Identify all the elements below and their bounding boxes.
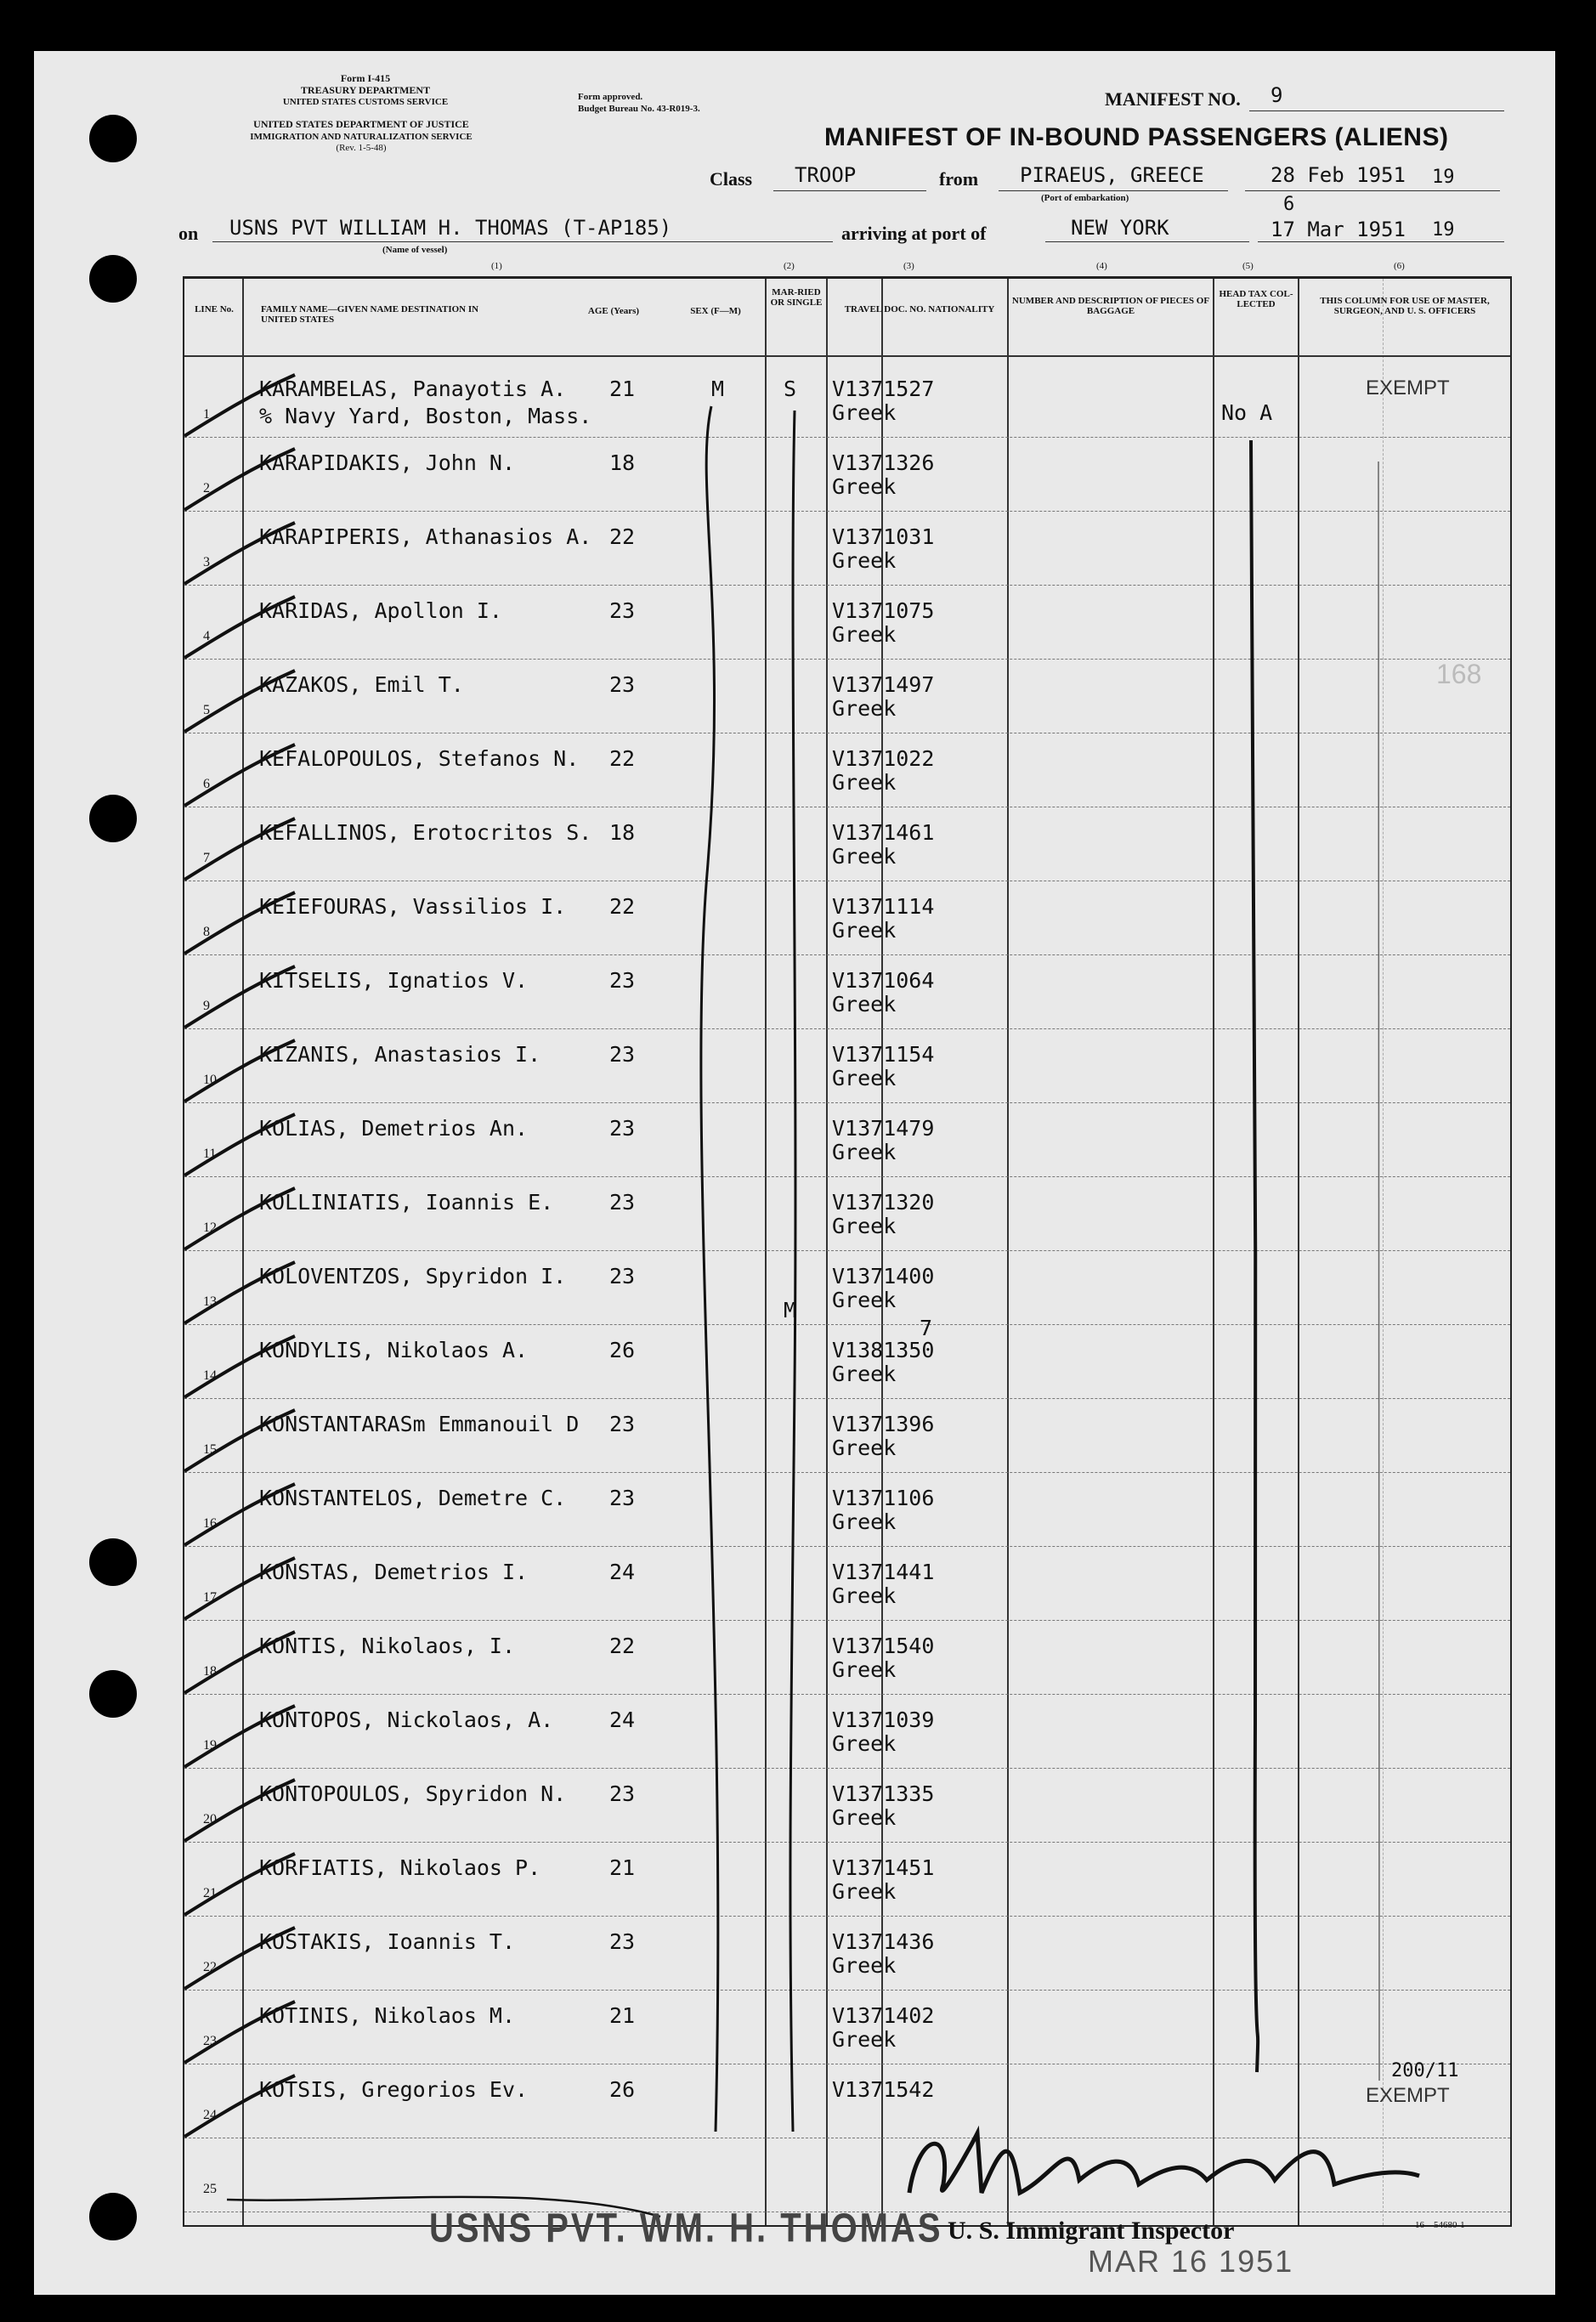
vessel-caption: (Name of vessel)	[382, 245, 448, 255]
travel-doc-number: V1371320	[832, 1190, 935, 1215]
handwritten-marks	[184, 279, 1510, 2225]
nationality: Greek	[832, 1509, 897, 1534]
passenger-name: KONDYLIS, Nikolaos A.	[259, 1338, 529, 1362]
passenger-name: KARAPIDAKIS, John N.	[259, 450, 516, 475]
passenger-name: KOLIAS, Demetrios An.	[259, 1116, 529, 1141]
passenger-name: KITSELIS, Ignatios V.	[259, 968, 529, 993]
line-number: 16	[203, 1516, 217, 1531]
nationality: Greek	[832, 696, 897, 721]
passenger-name: KONTIS, Nikolaos, I.	[259, 1634, 516, 1658]
head-tax: No A	[1221, 400, 1273, 425]
form-id: Form I-415	[340, 72, 391, 84]
passenger-name: KOLLINIATIS, Ioannis E.	[259, 1190, 554, 1215]
line-number: 13	[203, 1294, 217, 1309]
form-approved: Form approved.	[578, 92, 643, 102]
travel-doc-number: V1371540	[832, 1634, 935, 1658]
passenger-age: 23	[609, 1042, 636, 1067]
margin-stamp: 168	[1436, 659, 1482, 689]
passenger-age: 21	[609, 2003, 636, 2028]
passenger-age: 26	[609, 2077, 636, 2102]
manifest-number: 9	[1271, 83, 1283, 107]
passenger-age: 23	[609, 968, 636, 993]
passenger-name: KEFALLINOS, Erotocritos S.	[259, 820, 592, 845]
nationality: Greek	[832, 1583, 897, 1608]
line-number: 10	[203, 1073, 217, 1087]
travel-doc-number: V1371402	[832, 2003, 935, 2028]
passenger-age: 22	[609, 1634, 636, 1658]
passenger-age: 23	[609, 1412, 636, 1436]
col-sex: SEX (F—M)	[690, 306, 741, 316]
passenger-age: 23	[609, 1190, 636, 1215]
officer-note: EXEMPT	[1366, 377, 1450, 399]
ins-label: IMMIGRATION AND NATURALIZATION SERVICE	[250, 132, 473, 142]
doc-correction: 7	[920, 1316, 933, 1340]
line-number: 18	[203, 1664, 217, 1679]
travel-doc-number: V1371154	[832, 1042, 935, 1067]
col-num: (5)	[1242, 261, 1254, 271]
travel-doc-number: V1371451	[832, 1855, 935, 1880]
passenger-name: KONSTAS, Demetrios I.	[259, 1560, 529, 1584]
passenger-age: 23	[609, 672, 636, 697]
nationality: Greek	[832, 474, 897, 499]
travel-doc-number: V1371479	[832, 1116, 935, 1141]
col-head-tax: HEAD TAX COL-LECTED	[1219, 289, 1293, 309]
binder-hole	[89, 795, 137, 842]
line-number: 23	[203, 2034, 217, 2048]
nationality: Greek	[832, 2027, 897, 2052]
travel-doc-number: V1371114	[832, 894, 935, 919]
line-number: 6	[203, 777, 210, 791]
travel-doc-number: V1371441	[832, 1560, 935, 1584]
passenger-name: KARAMBELAS, Panayotis A.	[259, 377, 567, 401]
vessel-name: USNS PVT WILLIAM H. THOMAS (T-AP185)	[229, 216, 672, 240]
arrival-date-correction: 6	[1283, 194, 1295, 215]
line-number: 14	[203, 1368, 217, 1383]
line-number: 2	[203, 481, 210, 496]
inspector-title: U. S. Immigrant Inspector	[948, 2217, 1235, 2245]
manifest-label: MANIFEST NO.	[1105, 88, 1241, 110]
treasury-label: TREASURY DEPARTMENT	[300, 84, 431, 96]
justice-label: UNITED STATES DEPARTMENT OF JUSTICE	[253, 118, 469, 130]
binder-hole	[89, 115, 137, 162]
marital-status: S	[784, 377, 797, 401]
binder-hole	[89, 255, 137, 303]
col-num: (6)	[1394, 261, 1405, 271]
col-line: LINE No.	[195, 304, 234, 314]
travel-doc-number: V1371031	[832, 524, 935, 549]
passenger-sex: M	[711, 377, 725, 401]
travel-doc-number: V1371396	[832, 1412, 935, 1436]
passenger-age: 26	[609, 1338, 636, 1362]
on-label: on	[178, 223, 199, 244]
line-number: 3	[203, 555, 210, 569]
nationality: Greek	[832, 400, 897, 425]
nationality: Greek	[832, 1879, 897, 1904]
nationality: Greek	[832, 918, 897, 943]
travel-doc-number: V1371326	[832, 450, 935, 475]
line-number: 25	[203, 2182, 217, 2196]
passenger-name: KONTOPOULOS, Spyridon N.	[259, 1781, 567, 1806]
from-port: PIRAEUS, GREECE	[1020, 163, 1204, 187]
travel-doc-number: V1371075	[832, 598, 935, 623]
binder-hole	[89, 1670, 137, 1718]
nationality: Greek	[832, 1953, 897, 1978]
line-number: 19	[203, 1738, 217, 1753]
passenger-name: KOTSIS, Gregorios Ev.	[259, 2077, 529, 2102]
passenger-age: 23	[609, 598, 636, 623]
passenger-name: KIZANIS, Anastasios I.	[259, 1042, 541, 1067]
passenger-age: 22	[609, 524, 636, 549]
line-number: 24	[203, 2108, 217, 2122]
passenger-age: 22	[609, 894, 636, 919]
col-travel-doc: TRAVEL DOC. NO. NATIONALITY	[844, 304, 995, 314]
line-number: 20	[203, 1812, 217, 1826]
nationality: Greek	[832, 1140, 897, 1164]
nationality: Greek	[832, 1362, 897, 1386]
line-number: 9	[203, 999, 210, 1013]
passenger-name: KORFIATIS, Nikolaos P.	[259, 1855, 541, 1880]
passenger-age: 18	[609, 450, 636, 475]
col-num: (1)	[491, 261, 502, 271]
line-number: 21	[203, 1886, 217, 1900]
nationality: Greek	[832, 548, 897, 573]
col-num: (2)	[784, 261, 795, 271]
class-label: Class	[710, 168, 753, 190]
travel-doc-number: V1371400	[832, 1264, 935, 1288]
customs-label: UNITED STATES CUSTOMS SERVICE	[282, 97, 449, 107]
travel-doc-number: V1371022	[832, 746, 935, 771]
port-caption: (Port of embarkation)	[1041, 193, 1129, 203]
passenger-name: KEIEFOURAS, Vassilios I.	[259, 894, 567, 919]
nationality: Greek	[832, 1657, 897, 1682]
travel-doc-number: V1371106	[832, 1486, 935, 1510]
passenger-name: KONSTANTARASm Emmanouil D	[259, 1412, 580, 1436]
nationality: Greek	[832, 1214, 897, 1238]
passenger-age: 21	[609, 1855, 636, 1880]
year-suffix: 19	[1432, 167, 1455, 188]
passenger-name: KONTOPOS, Nickolaos, A.	[259, 1708, 554, 1732]
col-baggage: NUMBER AND DESCRIPTION OF PIECES OF BAGGAGE	[1011, 296, 1210, 316]
nationality: Greek	[832, 992, 897, 1017]
arriving-label: arriving at port of	[841, 223, 987, 244]
line-number: 22	[203, 1960, 217, 1974]
passenger-age: 24	[609, 1560, 636, 1584]
nationality: Greek	[832, 1288, 897, 1312]
binder-hole	[89, 1538, 137, 1586]
travel-doc-number: V1371497	[832, 672, 935, 697]
col-married: MAR-RIED OR SINGLE	[770, 287, 823, 308]
arrival-port: NEW YORK	[1071, 216, 1169, 240]
passenger-age: 23	[609, 1264, 636, 1288]
nationality: Greek	[832, 1436, 897, 1460]
from-label: from	[939, 168, 979, 190]
passenger-age: 23	[609, 1929, 636, 1954]
travel-doc-number: V1381350	[832, 1338, 935, 1362]
passenger-name: KAZAKOS, Emil T.	[259, 672, 464, 697]
passenger-name: KEFALOPOULOS, Stefanos N.	[259, 746, 580, 771]
line-number: 12	[203, 1220, 217, 1235]
col-age: AGE (Years)	[587, 306, 640, 316]
passenger-name: KOTINIS, Nikolaos M.	[259, 2003, 516, 2028]
date-stamp: MAR 16 1951	[1088, 2244, 1294, 2279]
class-value: TROOP	[795, 163, 857, 187]
passenger-age: 22	[609, 746, 636, 771]
budget-bureau: Budget Bureau No. 43-R019-3.	[578, 104, 700, 114]
nationality: Greek	[832, 770, 897, 795]
line-number: 11	[203, 1147, 217, 1161]
col-num: (4)	[1096, 261, 1107, 271]
line-number: 7	[203, 851, 210, 865]
travel-doc-number: V1371461	[832, 820, 935, 845]
vessel-stamp: USNS PVT. WM. H. THOMAS	[429, 2206, 943, 2251]
passenger-age: 18	[609, 820, 636, 845]
travel-doc-number: V1371436	[832, 1929, 935, 1954]
passenger-name: KONSTANTELOS, Demetre C.	[259, 1486, 567, 1510]
passenger-name: KOSTAKIS, Ioannis T.	[259, 1929, 516, 1954]
passenger-table	[183, 276, 1512, 2227]
travel-doc-number: V1371542	[832, 2077, 935, 2102]
arrival-date: 17 Mar 1951	[1271, 218, 1406, 241]
nationality: Greek	[832, 1066, 897, 1090]
passenger-name: KARAPIPERIS, Athanasios A.	[259, 524, 592, 549]
col-name: FAMILY NAME—GIVEN NAME DESTINATION IN UNITED STATES	[261, 304, 479, 325]
travel-doc-number: V1371527	[832, 377, 935, 401]
passenger-age: 23	[609, 1781, 636, 1806]
travel-doc-number: V1371039	[832, 1708, 935, 1732]
line-number: 4	[203, 629, 210, 643]
passenger-age: 23	[609, 1116, 636, 1141]
binder-hole	[89, 2193, 137, 2240]
marital-status: M	[784, 1298, 797, 1322]
page-title: MANIFEST OF IN-BOUND PASSENGERS (ALIENS)	[824, 123, 1449, 151]
departure-date: 28 Feb 1951	[1271, 163, 1406, 187]
officer-note-handwritten: 200/11	[1391, 2060, 1459, 2081]
line-number: 17	[203, 1590, 217, 1605]
passenger-age: 21	[609, 377, 636, 401]
nationality: Greek	[832, 622, 897, 647]
travel-doc-number: V1371064	[832, 968, 935, 993]
line-number: 5	[203, 703, 210, 717]
line-number: 15	[203, 1442, 217, 1457]
nationality: Greek	[832, 1731, 897, 1756]
passenger-destination: % Navy Yard, Boston, Mass.	[259, 404, 592, 428]
rev-label: (Rev. 1-5-48)	[336, 143, 387, 153]
year-suffix: 19	[1432, 219, 1455, 241]
line-number: 1	[203, 407, 210, 422]
passenger-age: 24	[609, 1708, 636, 1732]
form-code: 16—54680-1	[1415, 2220, 1465, 2230]
inspector-signature	[884, 2099, 1428, 2227]
col-num: (3)	[903, 261, 914, 271]
passenger-name: KARIDAS, Apollon I.	[259, 598, 502, 623]
nationality: Greek	[832, 1805, 897, 1830]
officer-note: EXEMPT	[1366, 2084, 1450, 2107]
nationality: Greek	[832, 844, 897, 869]
passenger-age: 23	[609, 1486, 636, 1510]
travel-doc-number: V1371335	[832, 1781, 935, 1806]
col-officers: THIS COLUMN FOR USE OF MASTER, SURGEON, AND U. S. OFFICERS	[1320, 296, 1490, 316]
passenger-name: KOLOVENTZOS, Spyridon I.	[259, 1264, 567, 1288]
line-number: 8	[203, 925, 210, 939]
